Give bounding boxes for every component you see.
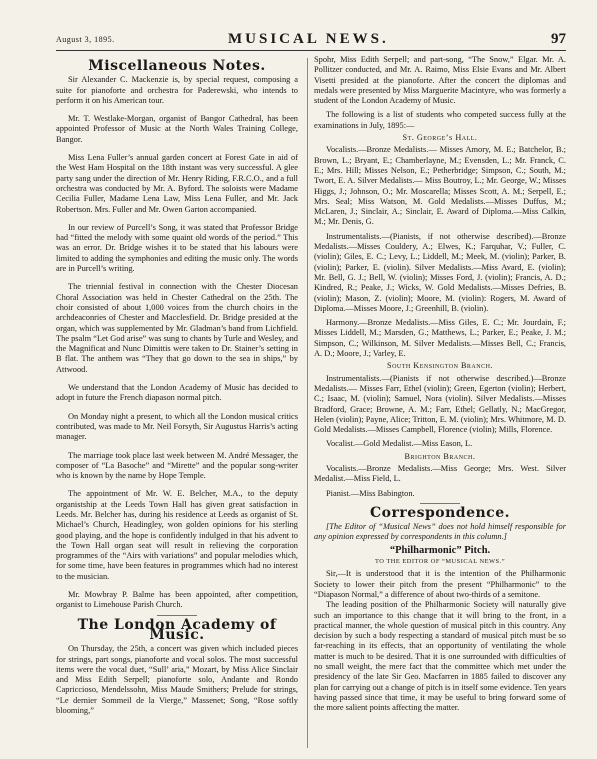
paragraph: Mr. T. Westlake-Morgan, organist of Bangor Cathedral, has been appointed Professor of Music at the North Wales Training College, Bangor. <box>56 114 298 144</box>
subheading-south-kensington: South Kensington Branch. <box>387 361 493 371</box>
paragraph: We understand that the London Academy of Music has decided to adopt in future the French diapason normal pitch. <box>56 383 298 403</box>
column-divider <box>307 58 308 748</box>
paragraph: Instrumentalists.—(Pianists if not otherwise described.)—Bronze Medalists.— Misses Farr, Ethel (violin); Green, Egerton (violin); Herbert, C.; Isaac, M. (violin); Samuel, Nora (violin). Silver Medalists.—Misses Bradford, Grace; Browne, A. M.; Farr, Ethel; Gellatly, N.; MacGregor, Helen (violin); Payne, Alice; Tritton, E. M. (violin); Mrs. Whitmore, M. D. Gold Medalists.—Misses Campbell, Florence (violin); Mills, Florence. <box>314 373 566 435</box>
header-date: August 3, 1895. <box>56 35 115 44</box>
paragraph: Vocalists.—Bronze Medalists.— Misses Amory, M. E.; Batchelor, B.; Brown, L.; Bryant, E.; Chamberlayne, M.; Evensden, L.; Mr. Franck, C. E.; Mrs. Hill; Misses Nelson, E.; Petherbridge; Simpson, C.; South, M.; Twort, E. A. Silver Medalists.— Miss Boutroy, L.; Mr. George, W.; Misses Higgs, J.; Johnson, O.; Mr. Moscarella; Misses Scott, A. M.; Serpell, E.; Mrs. Seal; Miss Watson, M. Gold Medalists.—Misses Duffus, M.; McLaren, J.; Sinclair, A.; Sinclair, E. Award of Diploma.—Miss Calkin, M.; Mr. Denis, G. <box>314 145 566 227</box>
editor-note: [The Editor of “Musical News” does not hold himself responsible for any opinion expressed by correspondents in this column.] <box>314 522 566 542</box>
paragraph: Harmony.—Bronze Medalists.—Miss Giles, E. C.; Mr. Jourdain, F.; Misses Liddell, M.; Marsden, G.; Matthews, L.; Parker, E.; Peake, J. M.; Simpson, C.; Wilkinson, M. Silver Medalists.—Misses Bell, C.; Francis, A. D.; Moore, J.; Varley, E. <box>314 318 566 359</box>
paragraph: Sir Alexander C. Mackenzie is, by special request, composing a suite for pianoforte and orchestra for Paderewski, who intends to perform it on his American tour. <box>56 75 298 105</box>
header-title: MUSICAL NEWS. <box>228 31 389 47</box>
paragraph: Vocalists.—Bronze Medalists.—Miss George; Mrs. West. Silver Medalist.—Miss Field, L. <box>314 463 566 484</box>
header-rule <box>56 50 566 51</box>
paragraph: Miss Lena Fuller’s annual garden concert at Forest Gate in aid of the West Ham Hospital on the 18th instant was very successful. A glee party sang under the direction of Mr. Henry Riding, F.R.C.O., and a full orchestra was conducted by Mr. A. Byford. The soloists were Madame Cecilia Fuller, Madame Lena Law, Miss Lena Fuller, and Mr. Jack Robertson. Mrs. Fuller and Mr. Owen Garton accompanied. <box>56 153 298 214</box>
paragraph: The appointment of Mr. W. E. Belcher, M.A., to the deputy organistship at the Leeds Town Hall has given great satisfaction in Leeds. Mr. Belcher has, during his residence at Leeds as organist of St. Michael’s Church, Headingley, won golden opinions for his sterling good playing, and the hope is confidently indulged in that his advent to the Town Hall organ seat will result in relieving the corporation programmes of the “Airs with variations” and popular melodies which, for some time, have been features in programmes which had no interest to the musician. <box>56 489 298 581</box>
paragraph: On Monday night a present, to which all the London musical critics contributed, was made to Mr. Neil Forsyth, Sir Augustus Harris’s acting manager. <box>56 411 298 442</box>
section-heading-london-academy: The London Academy of Music. <box>77 616 277 643</box>
left-column <box>56 55 298 716</box>
section-divider <box>157 615 197 616</box>
paragraph: In our review of Purcell’s Song, it was stated that Professor Bridge had “fitted the melody with some quaint old words of the period.” This was an error. Dr. Bridge wishes it to be stated that his labours were limited to adding the symphonies and editing the music only. The words are in Purcell’s writing. <box>56 222 298 274</box>
section-divider <box>420 503 460 504</box>
paragraph: Instrumentalists.—(Pianists, if not otherwise described).—Bronze Medalists.—Misses Couldery, A.; Elwes, K.; Farquhar, V.; Fuller, C. (violin); Giles, E. C.; Levy, L.; Liddell, M.; Meek, M. (violin); Parker, B. (violin); Parker, E. (violin). Silver Medalists.—Miss Avard, E. (violin); Mr. Bell, G. J.; Bell, W. (violin); Misses Ford, J. (violin); Francis, A. D.; Kindred, R.; Peake, J.; Wicks, W. Gold Medalists.—Misses Defries, B. (violin); Mason, Z. (violin); Moore, M. (violin): Rogers, M. Award of Diploma.—Misses Moore, J.; Greenhill, B. (violin). <box>314 231 566 313</box>
section-heading-miscellaneous: Miscellaneous Notes. <box>88 58 266 74</box>
paragraph: Pianist.—Miss Babington. <box>326 488 415 498</box>
paragraph: On Thursday, the 25th, a concert was given which included pieces for strings, part songs, pianoforte and vocal solos. The most successful items were the vocal duet, “Sull’ aria,” Mozart, by Miss Alice Sinclair and Miss Edith Serpell; pianoforte solo, Andante and Rondo Capriccioso, Mendelssohn, Miss Maude Smithers; Prelude for strings, “Le dernier Sommeil de la Vierge,” Massenet; Song, “Rose softly blooming,” <box>56 644 298 716</box>
subheading-st-georges-hall: St. George’s Hall. <box>402 133 478 143</box>
paragraph: The leading position of the Philharmonic Society will naturally give such an importance to this change that it will bring to the front, in a practical manner, the whole question of musical pitch in this country. Any decision by such a body respecting a standard of musical pitch must be so far-reaching in its effects, that an opportunity of ventilating the whole matter is much to be desired. That it is one surrounded with difficulties of no small weight, the mere fact that the committee which met under the presidency of the late Sir Geo. Macfarren in 1885 failed to discover any plan for carrying out a change of pitch is in itself some evidence. Ten years having passed since that time, it may be useful to bring forward some of the more salient points affecting the matter. <box>314 600 566 713</box>
paragraph: The triennial festival in connection with the Chester Diocesan Choral Association was held in Chester Cathedral on the 25th. The choir consisted of about 1,000 voices from the church choirs in the archdeaconries of Chester and Macclesfield. Dr. Bridge presided at the organ, which was supplemented by Mr. Gladman’s band from Lichfield. The psalm “Let God arise” was sung to chants by Turle and Wesley, and the Magnificat and Nunc Dimittis were taken to Dr. Stainer’s setting in B flat. The anthem was “They that go down to the sea in ships,” by Attwood. <box>56 282 298 374</box>
paragraph: Mr. Mowbray P. Balme has been appointed, after competition, organist to Limehouse Parish Church. <box>56 590 298 610</box>
paragraph: Spohr, Miss Edith Serpell; and part-song, “The Snow,” Elgar. Mr. A. Pollitzer conducted, and Mr. A. Raimo, Miss Elsie Evans and Mr. Albert Visetti presided at the pianoforte. After the concert the diplomas and medals were presented by Miss Marguerite Macintyre, who was formerly a student of the London Academy of Music. <box>314 55 566 106</box>
page-number: 97 <box>551 31 566 47</box>
right-column <box>314 55 566 714</box>
paragraph: Vocalist.—Gold Medalist.—Miss Eason, L. <box>326 439 473 449</box>
paragraph: The following is a list of students who competed success fully at the examinations in July, 1895:— <box>314 110 566 130</box>
section-heading-correspondence: Correspondence. <box>369 504 510 521</box>
paragraph: Sir,—It is understood that it is the intention of the Philharmonic Society to lower their pitch from the present “Philharmonic” to the “Diapason Normal,” a difference of about two-thirds of a semitone. <box>314 569 566 599</box>
subheading-brighton: Brighton Branch. <box>404 451 476 461</box>
to-editor-line: TO THE EDITOR OF “MUSICAL NEWS.” <box>374 558 506 566</box>
paragraph: The marriage took place last week between M. André Messager, the composer of “La Basoche” and “Mirette” and the popular song-writer who is known by the name by Hope Temple. <box>56 450 298 481</box>
letter-title: “Philharmonic” Pitch. <box>389 544 491 556</box>
page-header <box>56 31 566 49</box>
